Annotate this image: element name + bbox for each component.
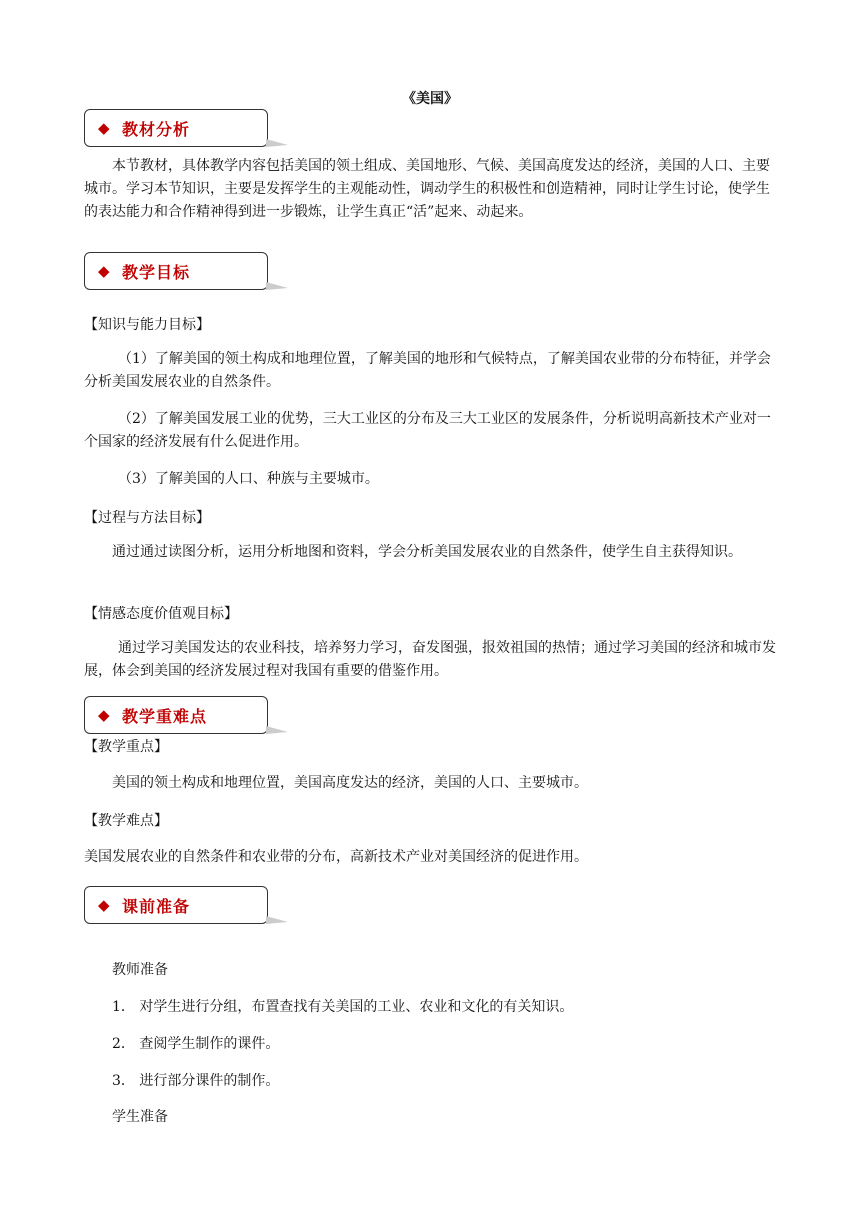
knowledge-goal-1: （1）了解美国的领土构成和地理位置，了解美国的地形和气候特点，了解美国农业带的分布特征，并学会分析美国发展农业的自然条件。 [84,351,771,390]
difficulty-text: 美国发展农业的自然条件和农业带的分布，高新技术产业对美国经济的促进作用。 [84,849,588,865]
prep-list-item: 2． 查阅学生制作的课件。 [112,1036,280,1052]
box-shadow-decoration [266,139,288,147]
diamond-bullet-icon: ◆ [98,262,110,280]
diamond-bullet-icon: ◆ [98,119,110,137]
section-header-keypoints [84,696,268,734]
section-label: 教材分析 [122,119,191,139]
prep-list-item: 3． 进行部分课件的制作。 [112,1073,280,1089]
section-label: 教学重难点 [122,706,208,726]
emotion-goal: 通过学习美国发达的农业科技，培养努力学习，奋发图强，报效祖国的热情；通过学习美国的经济和城市发展，体会到美国的经济发展过程对我国有重要的借鉴作用。 [84,640,776,679]
diamond-bullet-icon: ◆ [98,896,110,914]
section-header-goals [84,252,268,290]
process-goal: 通过通过读图分析，运用分析地图和资料，学会分析美国发展农业的自然条件，使学生自主获得知识。 [112,544,742,560]
analysis-paragraph: 本节教材，具体教学内容包括美国的领土组成、美国地形、气候、美国高度发达的经济，美国的人口、主要城市。学习本节知识，主要是发挥学生的主观能动性，调动学生的积极性和创造精神，同时让学生讨论，使学生的表达能力和合作精神得到进一步锻炼，让学生真正“活”起来、动起来。 [84,158,770,220]
knowledge-goal-heading: 【知识与能力目标】 [84,317,210,333]
process-goal-heading: 【过程与方法目标】 [84,510,210,526]
box-shadow-decoration [266,726,288,734]
section-label: 课前准备 [122,896,191,916]
knowledge-goal-3: （3）了解美国的人口、种族与主要城市。 [118,471,379,487]
difficulty-heading: 【教学难点】 [84,813,168,829]
box-shadow-decoration [266,282,288,290]
knowledge-goal-2: （2）了解美国发展工业的优势，三大工业区的分布及三大工业区的发展条件，分析说明高新技术产业对一个国家的经济发展有什么促进作用。 [84,411,771,450]
section-header-analysis [84,109,268,147]
section-header-prep [84,886,268,924]
focus-text: 美国的领土构成和地理位置，美国高度发达的经济，美国的人口、主要城市。 [112,775,588,791]
section-label: 教学目标 [122,262,191,282]
document-title: 《美国》 [402,91,458,107]
student-prep-heading: 学生准备 [112,1109,168,1125]
emotion-goal-heading: 【情感态度价值观目标】 [84,606,238,622]
focus-heading: 【教学重点】 [84,739,168,755]
box-shadow-decoration [266,916,288,924]
teacher-prep-heading: 教师准备 [112,962,168,978]
diamond-bullet-icon: ◆ [98,706,110,724]
prep-list-item: 1． 对学生进行分组，布置查找有关美国的工业、农业和文化的有关知识。 [112,999,574,1015]
